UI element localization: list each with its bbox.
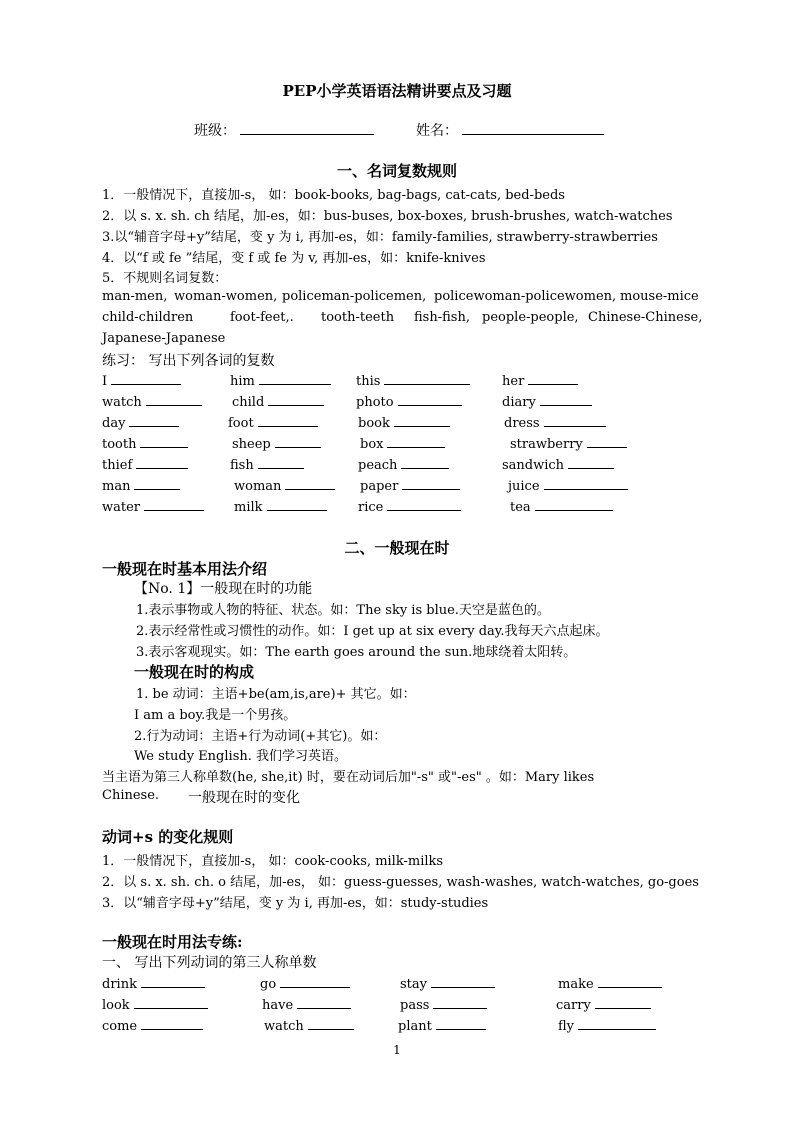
- structure-item: 1. be 动词：主语+be(am,is,are)+ 其它。如：: [136, 687, 416, 702]
- plural-word: woman: [234, 477, 335, 494]
- plural-word: her: [502, 372, 578, 389]
- plural-word: diary: [502, 393, 592, 410]
- no1-heading: 【No. 1】一般现在时的功能: [134, 581, 313, 597]
- class-label: 班级：: [194, 123, 236, 139]
- usage-intro-heading: 一般现在时基本用法介绍: [102, 560, 268, 578]
- noun-rule-4: 4．以“f 或 fe ”结尾，变 f 或 fe 为 v, 再加-es，如：knife-knives: [102, 251, 486, 266]
- verb-word: stay: [400, 975, 495, 992]
- name-blank: [462, 122, 604, 135]
- plural-word: photo: [356, 393, 462, 410]
- section2-heading: 二、一般现在时: [344, 539, 450, 557]
- plural-word: fish: [230, 456, 304, 473]
- plural-word: child: [232, 393, 324, 410]
- class-blank: [240, 122, 374, 135]
- plural-word: I: [102, 372, 181, 389]
- irregular-item: people-people,: [482, 310, 579, 325]
- plural-word: thief: [102, 456, 188, 473]
- plural-word: peach: [358, 456, 449, 473]
- noun-rule-5: 5．不规则名词复数：: [102, 271, 228, 286]
- noun-rule-2: 2．以 s. x. sh. ch 结尾，加-es，如：bus-buses, box-boxes, brush-brushes, watch-watches: [102, 209, 673, 224]
- verb-word: pass: [400, 996, 487, 1013]
- irregular-item: mouse-mice: [620, 289, 699, 304]
- verb-rules-heading: 动词+s 的变化规则: [102, 828, 234, 846]
- irregular-item: Japanese-Japanese: [102, 331, 226, 346]
- irregular-item: tooth-teeth: [321, 310, 395, 325]
- class-field: [194, 120, 374, 140]
- plural-word: dress: [504, 414, 606, 431]
- function-item: 3.表示客观现实。如：The earth goes around the sun.地球绕着太阳转。: [136, 645, 577, 660]
- irregular-item: Chinese-Chinese,: [588, 310, 703, 325]
- verb-rule: 2．以 s. x. sh. ch. o 结尾，加-es， 如：guess-guesses, wash-washes, watch-watches, go-goes: [102, 875, 699, 890]
- structure-heading: 一般现在时的构成: [134, 663, 255, 681]
- name-label: 姓名：: [416, 123, 458, 139]
- verb-word: make: [558, 975, 662, 992]
- exercise-label: 练习： 写出下列各词的复数: [102, 353, 275, 369]
- verb-rule: 3．以“辅音字母+y”结尾，变 y 为 i, 再加-es，如：study-studies: [102, 896, 489, 911]
- verb-word: plant: [398, 1017, 486, 1034]
- structure-item: We study English. 我们学习英语。: [134, 749, 348, 764]
- plural-word: strawberry: [510, 435, 627, 452]
- page-number: 1: [393, 1043, 401, 1057]
- function-item: 1.表示事物或人物的特征、状态。如：The sky is blue.天空是蓝色的。: [136, 603, 550, 618]
- verb-word: fly: [558, 1017, 656, 1034]
- verb-word: come: [102, 1017, 203, 1034]
- verb-word: drink: [102, 975, 205, 992]
- plural-word: watch: [102, 393, 202, 410]
- plural-word: book: [358, 414, 450, 431]
- plural-word: tooth: [102, 435, 188, 452]
- structure-item: 2.行为动词：主语+行为动词(+其它)。如：: [134, 729, 387, 744]
- structure-item: I am a boy.我是一个男孩。: [134, 708, 297, 723]
- irregular-item: policewoman-policewomen,: [434, 289, 617, 304]
- page-title: PEP小学英语语法精讲要点及习题: [282, 82, 512, 100]
- plural-word: rice: [358, 498, 461, 515]
- plural-word: this: [356, 372, 470, 389]
- noun-rule-1: 1．一般情况下，直接加-s， 如：book-books, bag-bags, cat-cats, bed-beds: [102, 188, 565, 203]
- verb-word: carry: [556, 996, 651, 1013]
- noun-rule-3: 3.以“辅音字母+y”结尾，变 y 为 i, 再加-es，如：family-families, strawberry-strawberries: [102, 230, 658, 245]
- plural-word: box: [360, 435, 445, 452]
- irregular-item: man-men,: [102, 289, 168, 304]
- irregular-item: child-children: [102, 310, 194, 325]
- plural-word: juice: [508, 477, 628, 494]
- plural-word: man: [102, 477, 180, 494]
- practice-subheading: 一、 写出下列动词的第三人称单数: [102, 955, 317, 971]
- present-change-heading: 一般现在时的变化: [188, 790, 300, 806]
- irregular-item: foot-feet,.: [230, 310, 294, 325]
- third-person-rule-cont: Chinese.: [102, 788, 160, 803]
- verb-word: look: [102, 996, 208, 1013]
- plural-word: milk: [234, 498, 327, 515]
- practice-heading: 一般现在时用法专练:: [102, 933, 243, 951]
- name-field: [416, 120, 604, 140]
- plural-word: sheep: [232, 435, 321, 452]
- plural-word: him: [230, 372, 331, 389]
- plural-word: tea: [510, 498, 613, 515]
- plural-word: water: [102, 498, 204, 515]
- section1-heading: 一、名词复数规则: [336, 162, 457, 180]
- function-item: 2.表示经常性或习惯性的动作。如：I get up at six every day.我每天六点起床。: [136, 624, 609, 639]
- irregular-item: policeman-policemen,: [282, 289, 427, 304]
- irregular-item: woman-women,: [174, 289, 278, 304]
- verb-word: watch: [264, 1017, 354, 1034]
- verb-rule: 1．一般情况下，直接加-s， 如：cook-cooks, milk-milks: [102, 854, 444, 869]
- verb-word: go: [260, 975, 350, 992]
- irregular-item: fish-fish,: [414, 310, 470, 325]
- plural-word: paper: [360, 477, 460, 494]
- verb-word: have: [262, 996, 351, 1013]
- plural-word: day: [102, 414, 179, 431]
- third-person-rule: 当主语为第三人称单数(he, she,it) 时，要在动词后加"-s" 或"-es" 。如：Mary likes: [102, 770, 595, 785]
- plural-word: sandwich: [502, 456, 614, 473]
- plural-word: foot: [228, 414, 318, 431]
